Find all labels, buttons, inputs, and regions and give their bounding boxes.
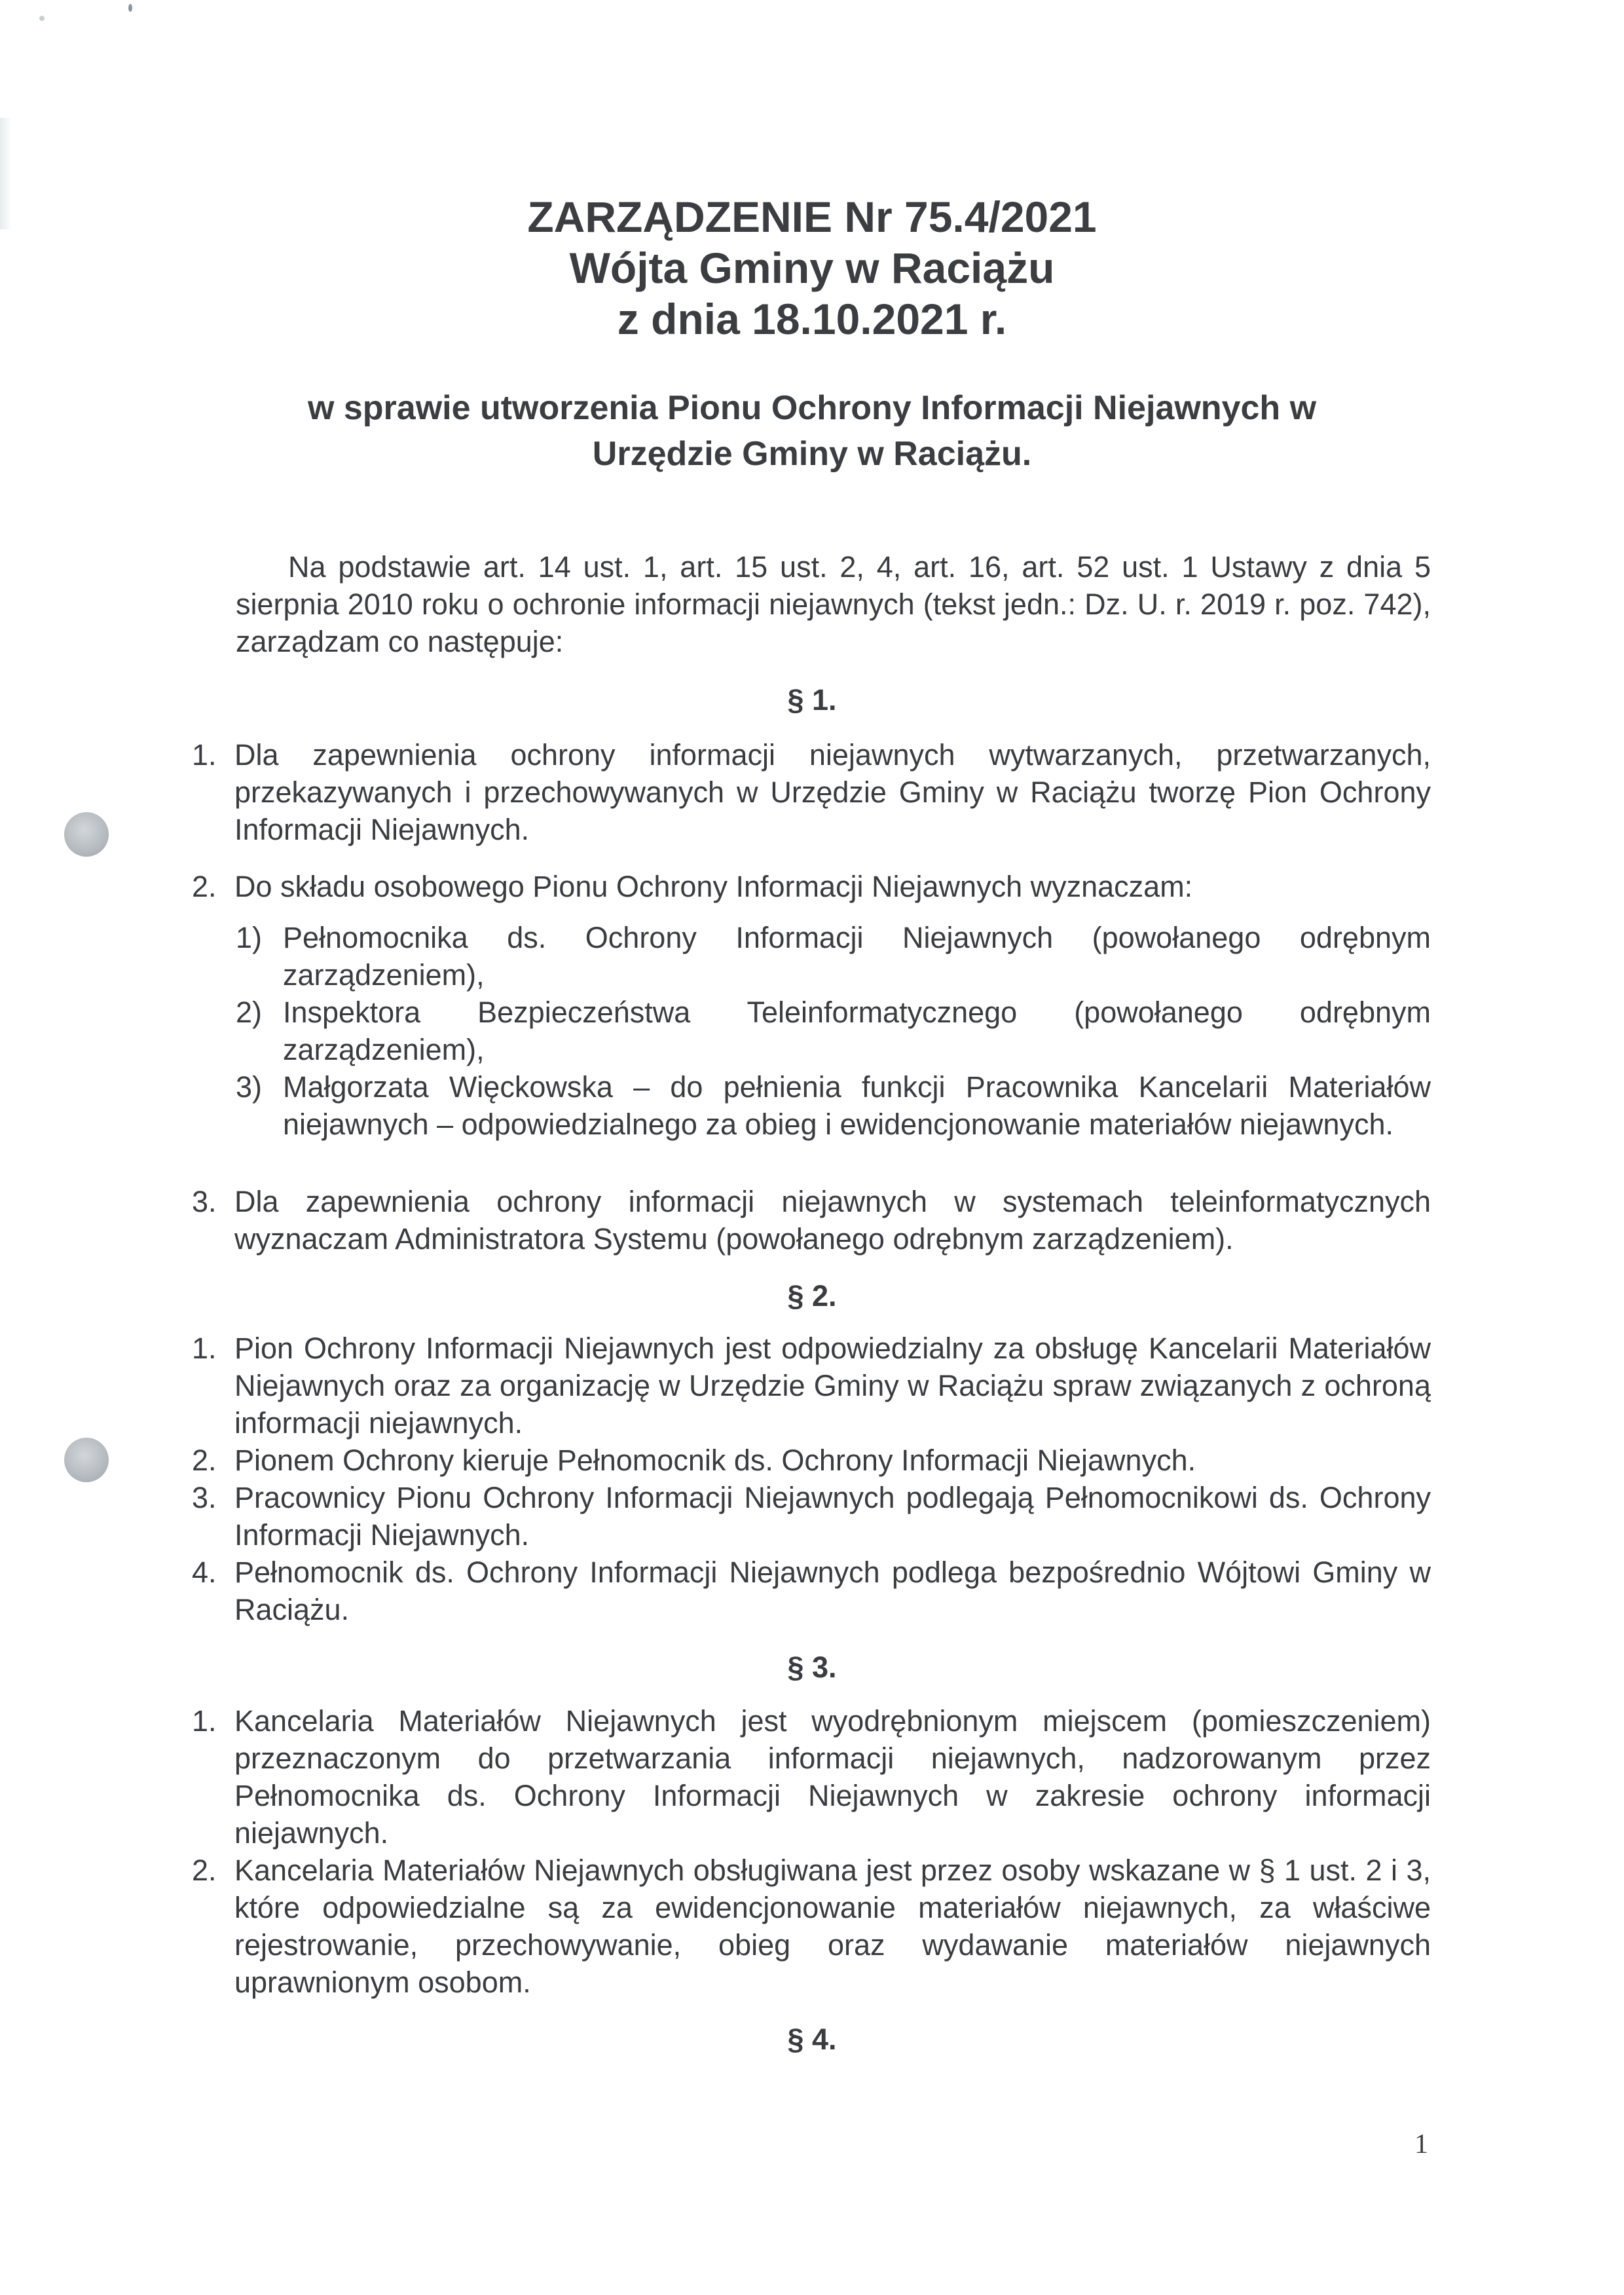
item-text: Dla zapewnienia ochrony informacji niejawnych wytwarzanych, przetwarzanych, przekazywanych i przechowywanych w Urzędzie Gminy w Raciążu tworzę Pion Ochrony Informacji Niejawnych.	[234, 738, 1431, 846]
item-number: 2.	[192, 1854, 217, 1887]
section1-item-3	[192, 1183, 1431, 1258]
preamble	[236, 548, 1431, 660]
item-number: 1.	[192, 1704, 217, 1738]
section1-item-1	[192, 736, 1431, 848]
section-heading-3: § 3.	[787, 1651, 837, 1684]
section3-item-1	[192, 1702, 1431, 1852]
section1-subitem-1	[236, 919, 1431, 994]
document-title: ZARZĄDZENIE Nr 75.4/2021	[527, 193, 1097, 241]
section1-item-2	[192, 868, 1431, 905]
document-date: z dnia 18.10.2021 r.	[617, 295, 1007, 343]
section1-subitem-2	[236, 994, 1431, 1068]
section-heading-2: § 2.	[787, 1279, 837, 1313]
section3-item-2	[192, 1852, 1431, 2001]
item-text: Pionem Ochrony kieruje Pełnomocnik ds. Ochrony Informacji Niejawnych.	[234, 1444, 1196, 1477]
section2-item-3	[192, 1479, 1431, 1554]
section-heading-4: § 4.	[787, 2023, 837, 2056]
subitem-number: 1)	[236, 921, 263, 954]
item-number: 3.	[192, 1481, 217, 1514]
preamble-text: Na podstawie art. 14 ust. 1, art. 15 ust. 2, 4, art. 16, art. 52 ust. 1 Ustawy z dnia 5 sierpnia 2010 roku o ochronie informacji niejawnych (tekst jedn.: Dz. U. r. 2019 r. poz. 742), zarządzam co następuje:	[236, 550, 1431, 658]
item-text: Kancelaria Materiałów Niejawnych obsługiwana jest przez osoby wskazane w § 1 ust. 2 i 3, które odpowiedzialne są za ewidencjonowanie materiałów niejawnych, za właściwe rejestrowanie, przechowywanie, obieg oraz wydawanie materiałów niejawnych uprawnionym osobom.	[234, 1854, 1431, 1999]
punch-hole-icon	[64, 812, 109, 857]
section-heading-1: § 1.	[787, 683, 837, 717]
item-text: Kancelaria Materiałów Niejawnych jest wyodrębnionym miejscem (pomieszczeniem) przeznaczonym do przetwarzania informacji niejawnych, nadzorowanym przez Pełnomocnika ds. Ochrony Informacji Niejawnych w zakresie ochrony informacji niejawnych.	[234, 1704, 1431, 1850]
section2-item-4	[192, 1554, 1431, 1628]
subitem-number: 2)	[236, 996, 263, 1029]
item-number: 1.	[192, 738, 217, 772]
section1-subitem-3	[236, 1068, 1431, 1143]
item-text: Pracownicy Pionu Ochrony Informacji Niejawnych podlegają Pełnomocnikowi ds. Ochrony Informacji Niejawnych.	[234, 1481, 1431, 1552]
punch-hole-icon	[64, 1438, 109, 1482]
subitem-number: 3)	[236, 1070, 263, 1104]
document-subject-line1: w sprawie utworzenia Pionu Ochrony Informacji Niejawnych w	[307, 389, 1317, 427]
section2-item-2	[192, 1442, 1431, 1479]
page-number: 1	[1414, 2129, 1428, 2159]
subitem-text: Pełnomocnika ds. Ochrony Informacji Niejawnych (powołanego odrębnym zarządzeniem),	[283, 921, 1431, 992]
item-number: 2.	[192, 870, 217, 903]
item-number: 3.	[192, 1185, 217, 1218]
item-text: Pion Ochrony Informacji Niejawnych jest odpowiedzialny za obsługę Kancelarii Materiałów Niejawnych oraz za organizację w Urzędzie Gminy w Raciążu spraw związanych z ochroną informacji niejawnych.	[234, 1332, 1431, 1440]
item-number: 4.	[192, 1556, 217, 1589]
scan-speck	[39, 16, 45, 21]
item-number: 2.	[192, 1444, 217, 1477]
item-text: Pełnomocnik ds. Ochrony Informacji Niejawnych podlega bezpośrednio Wójtowi Gminy w Raciążu.	[234, 1556, 1431, 1626]
subitem-text: Małgorzata Więckowska – do pełnienia funkcji Pracownika Kancelarii Materiałów niejawnych – odpowiedzialnego za obieg i ewidencjonowanie materiałów niejawnych.	[283, 1070, 1431, 1141]
section2-item-1	[192, 1330, 1431, 1442]
item-number: 1.	[192, 1332, 217, 1365]
document-issuer: Wójta Gminy w Raciążu	[569, 244, 1055, 292]
document-subject-line2: Urzędzie Gminy w Raciążu.	[592, 435, 1032, 473]
subitem-text: Inspektora Bezpieczeństwa Teleinformatycznego (powołanego odrębnym zarządzeniem),	[283, 996, 1431, 1066]
item-text: Do składu osobowego Pionu Ochrony Informacji Niejawnych wyznaczam:	[234, 870, 1193, 903]
scan-speck	[128, 4, 132, 12]
item-text: Dla zapewnienia ochrony informacji niejawnych w systemach teleinformatycznych wyznaczam Administratora Systemu (powołanego odrębnym zarządzeniem).	[234, 1185, 1431, 1256]
